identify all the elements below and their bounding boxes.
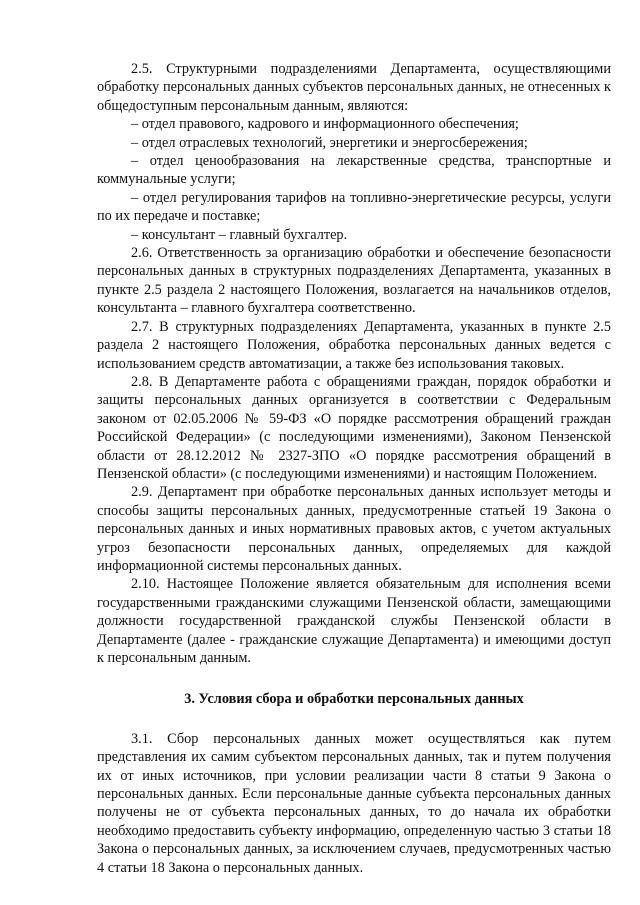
- section-3-heading: 3. Условия сбора и обработки персональных данных: [184, 691, 524, 708]
- list-item-pricing-dept: – отдел ценообразования на лекарственные средства, транспортные и коммунальные услуги;: [97, 153, 611, 188]
- list-item-accountant: – консультант – главный бухгалтер.: [131, 226, 348, 243]
- paragraph-2-9: 2.9. Департамент при обработке персональных данных использует методы и способы защиты персональных данных, предусмотренные статьей 19 Закона о персональных данных и иных нормативных правовых актов, с учетом актуальных угроз безопасности персональных данных, определяемых для каждой информационной системы персональных данных.: [97, 484, 611, 574]
- paragraph-2-6: 2.6. Ответственность за организацию обработки и обеспечение безопасности персональных данных в структурных подразделениях Департамента, указанных в пункте 2.5 раздела 2 настоящего Положения, возлагается на начальников отделов, консультанта – главного бухгалтера соответственно.: [97, 245, 611, 317]
- list-item-legal-dept: – отдел правового, кадрового и информационного обеспечения;: [131, 116, 519, 133]
- paragraph-2-10: 2.10. Настоящее Положение является обязательным для исполнения всеми государственными гражданскими служащими Пензенской области, замещающими должности государственной гражданской службы Пензенской области в Департаменте (далее - гражданские служащие Департамента) и имеющими доступ к персональным данным.: [97, 576, 611, 666]
- paragraph-3-1: 3.1. Сбор персональных данных может осуществляться как путем представления их самим субъектом персональных данных, так и путем получения их от иных источников, при условии реализации части 8 статьи 9 Закона о персональных данных. Если персональные данные субъекта персональных данных получены не от субъекта персональных данных, то до начала их обработки необходимо предоставить субъекту информацию, определенную частью 3 статьи 18 Закона о персональных данных, за исключением случаев, предусмотренных частью 4 статьи 18 Закона о персональных данных.: [97, 730, 611, 876]
- list-item-tariff-dept: – отдел регулирования тарифов на топливно-энергетические ресурсы, услуги по их передаче и поставке;: [97, 189, 611, 225]
- paragraph-2-7: 2.7. В структурных подразделениях Департамента, указанных в пункте 2.5 раздела 2 настоящего Положения, обработка персональных данных ведется с использованием средств автоматизации, а также без использования таковых.: [97, 318, 611, 372]
- list-item-tech-dept: – отдел отраслевых технологий, энергетики и энергосбережения;: [131, 134, 528, 151]
- paragraph-2-8: 2.8. В Департаменте работа с обращениями граждан, порядок обработки и защиты персональных данных организуется в соответствии с Федеральным законом от 02.05.2006 № 59-ФЗ «О порядке рассмотрения обращений граждан Российской Федерации» (с последующими изменениями), Законом Пензенской области от 28.12.2012 № 2327-ЗПО «О порядке рассмотрения обращений в Пензенской области» (с последующими изменениями) и настоящим Положением.: [97, 373, 611, 482]
- paragraph-2-5: 2.5. Структурными подразделениями Департамента, осуществляющими обработку персональных данных субъектов персональных данных, не отнесенных к общедоступным персональным данным, являются:: [97, 61, 611, 114]
